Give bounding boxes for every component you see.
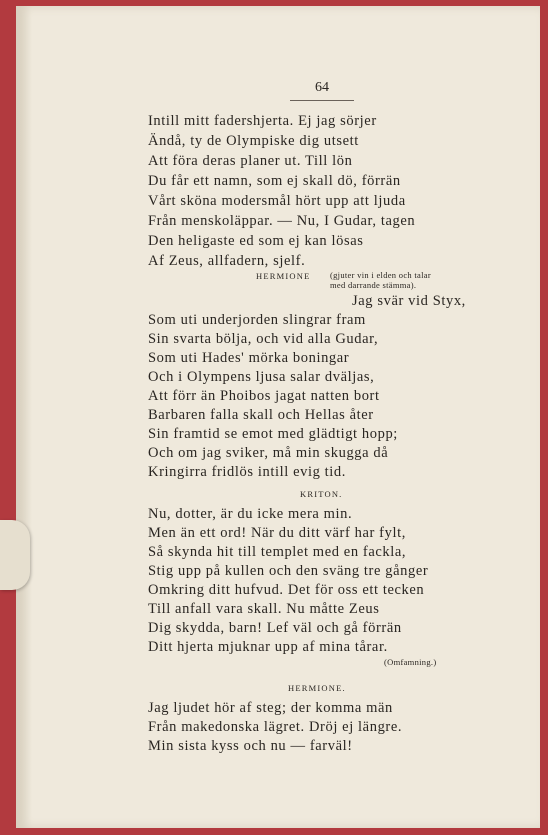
bookmark-ribbon [0,520,30,590]
verse-line: Som uti Hades' mörka boningar [148,350,350,366]
speaker-name: KRITON. [300,489,343,499]
speaker-name: HERMIONE. [288,683,346,693]
verse-line: Att förr än Phoibos jagat natten bort [148,388,380,404]
verse-line: Vårt sköna modersmål hört upp att ljuda [148,193,406,209]
verse-line: Du får ett namn, som ej skall dö, förrän [148,173,401,189]
page-number: 64 [315,80,329,95]
verse-line: Sin framtid se emot med glädtigt hopp; [148,426,398,442]
verse-line: Så skynda hit till templet med en fackla, [148,544,407,560]
speaker-name: HERMIONE [256,271,311,281]
stage-direction: med darrande stämma). [330,280,417,290]
verse-line: Som uti underjorden slingrar fram [148,312,366,328]
verse-line: Ändå, ty de Olympiske dig utsett [148,133,359,149]
verse-line: Men än ett ord! När du ditt värf har fylt, [148,525,406,541]
verse-line: Omkring ditt hufvud. Det för oss ett tecken [148,582,425,598]
verse-line: Och i Olympens ljusa salar dväljas, [148,369,375,385]
verse-line: Barbaren falla skall och Hellas åter [148,407,374,423]
verse-line: Jag ljudet hör af steg; der komma män [148,700,393,716]
verse-line: Till anfall vara skall. Nu måtte Zeus [148,601,380,617]
verse-line: Att föra deras planer ut. Till lön [148,153,353,169]
verse-line: Och om jag sviker, må min skugga då [148,445,389,461]
verse-line: Intill mitt fadershjerta. Ej jag sörjer [148,113,377,129]
verse-line: Kringirra fridlös intill evig tid. [148,464,346,480]
verse-line: Den heligaste ed som ej kan lösas [148,233,364,249]
verse-line: Från menskoläppar. — Nu, I Gudar, tagen [148,213,416,229]
verse-line: Sin svarta bölja, och vid alla Gudar, [148,331,379,347]
verse-line: Dig skydda, barn! Lef väl och gå förrän [148,620,402,636]
stage-direction: (Omfamning.) [384,657,437,667]
verse-line: Af Zeus, allfadern, sjelf. [148,253,306,269]
page-gutter [16,6,32,828]
verse-line: Min sista kyss och nu — farväl! [148,738,353,754]
verse-line: Jag svär vid Styx, [352,293,466,309]
verse-line: Från makedonska lägret. Dröj ej längre. [148,719,403,735]
stage-direction: (gjuter vin i elden och talar [330,270,431,280]
page-number-rule [290,100,354,101]
verse-line: Ditt hjerta mjuknar upp af mina tårar. [148,639,388,655]
verse-line: Nu, dotter, är du icke mera min. [148,506,353,522]
verse-line: Stig upp på kullen och den sväng tre gånger [148,563,429,579]
